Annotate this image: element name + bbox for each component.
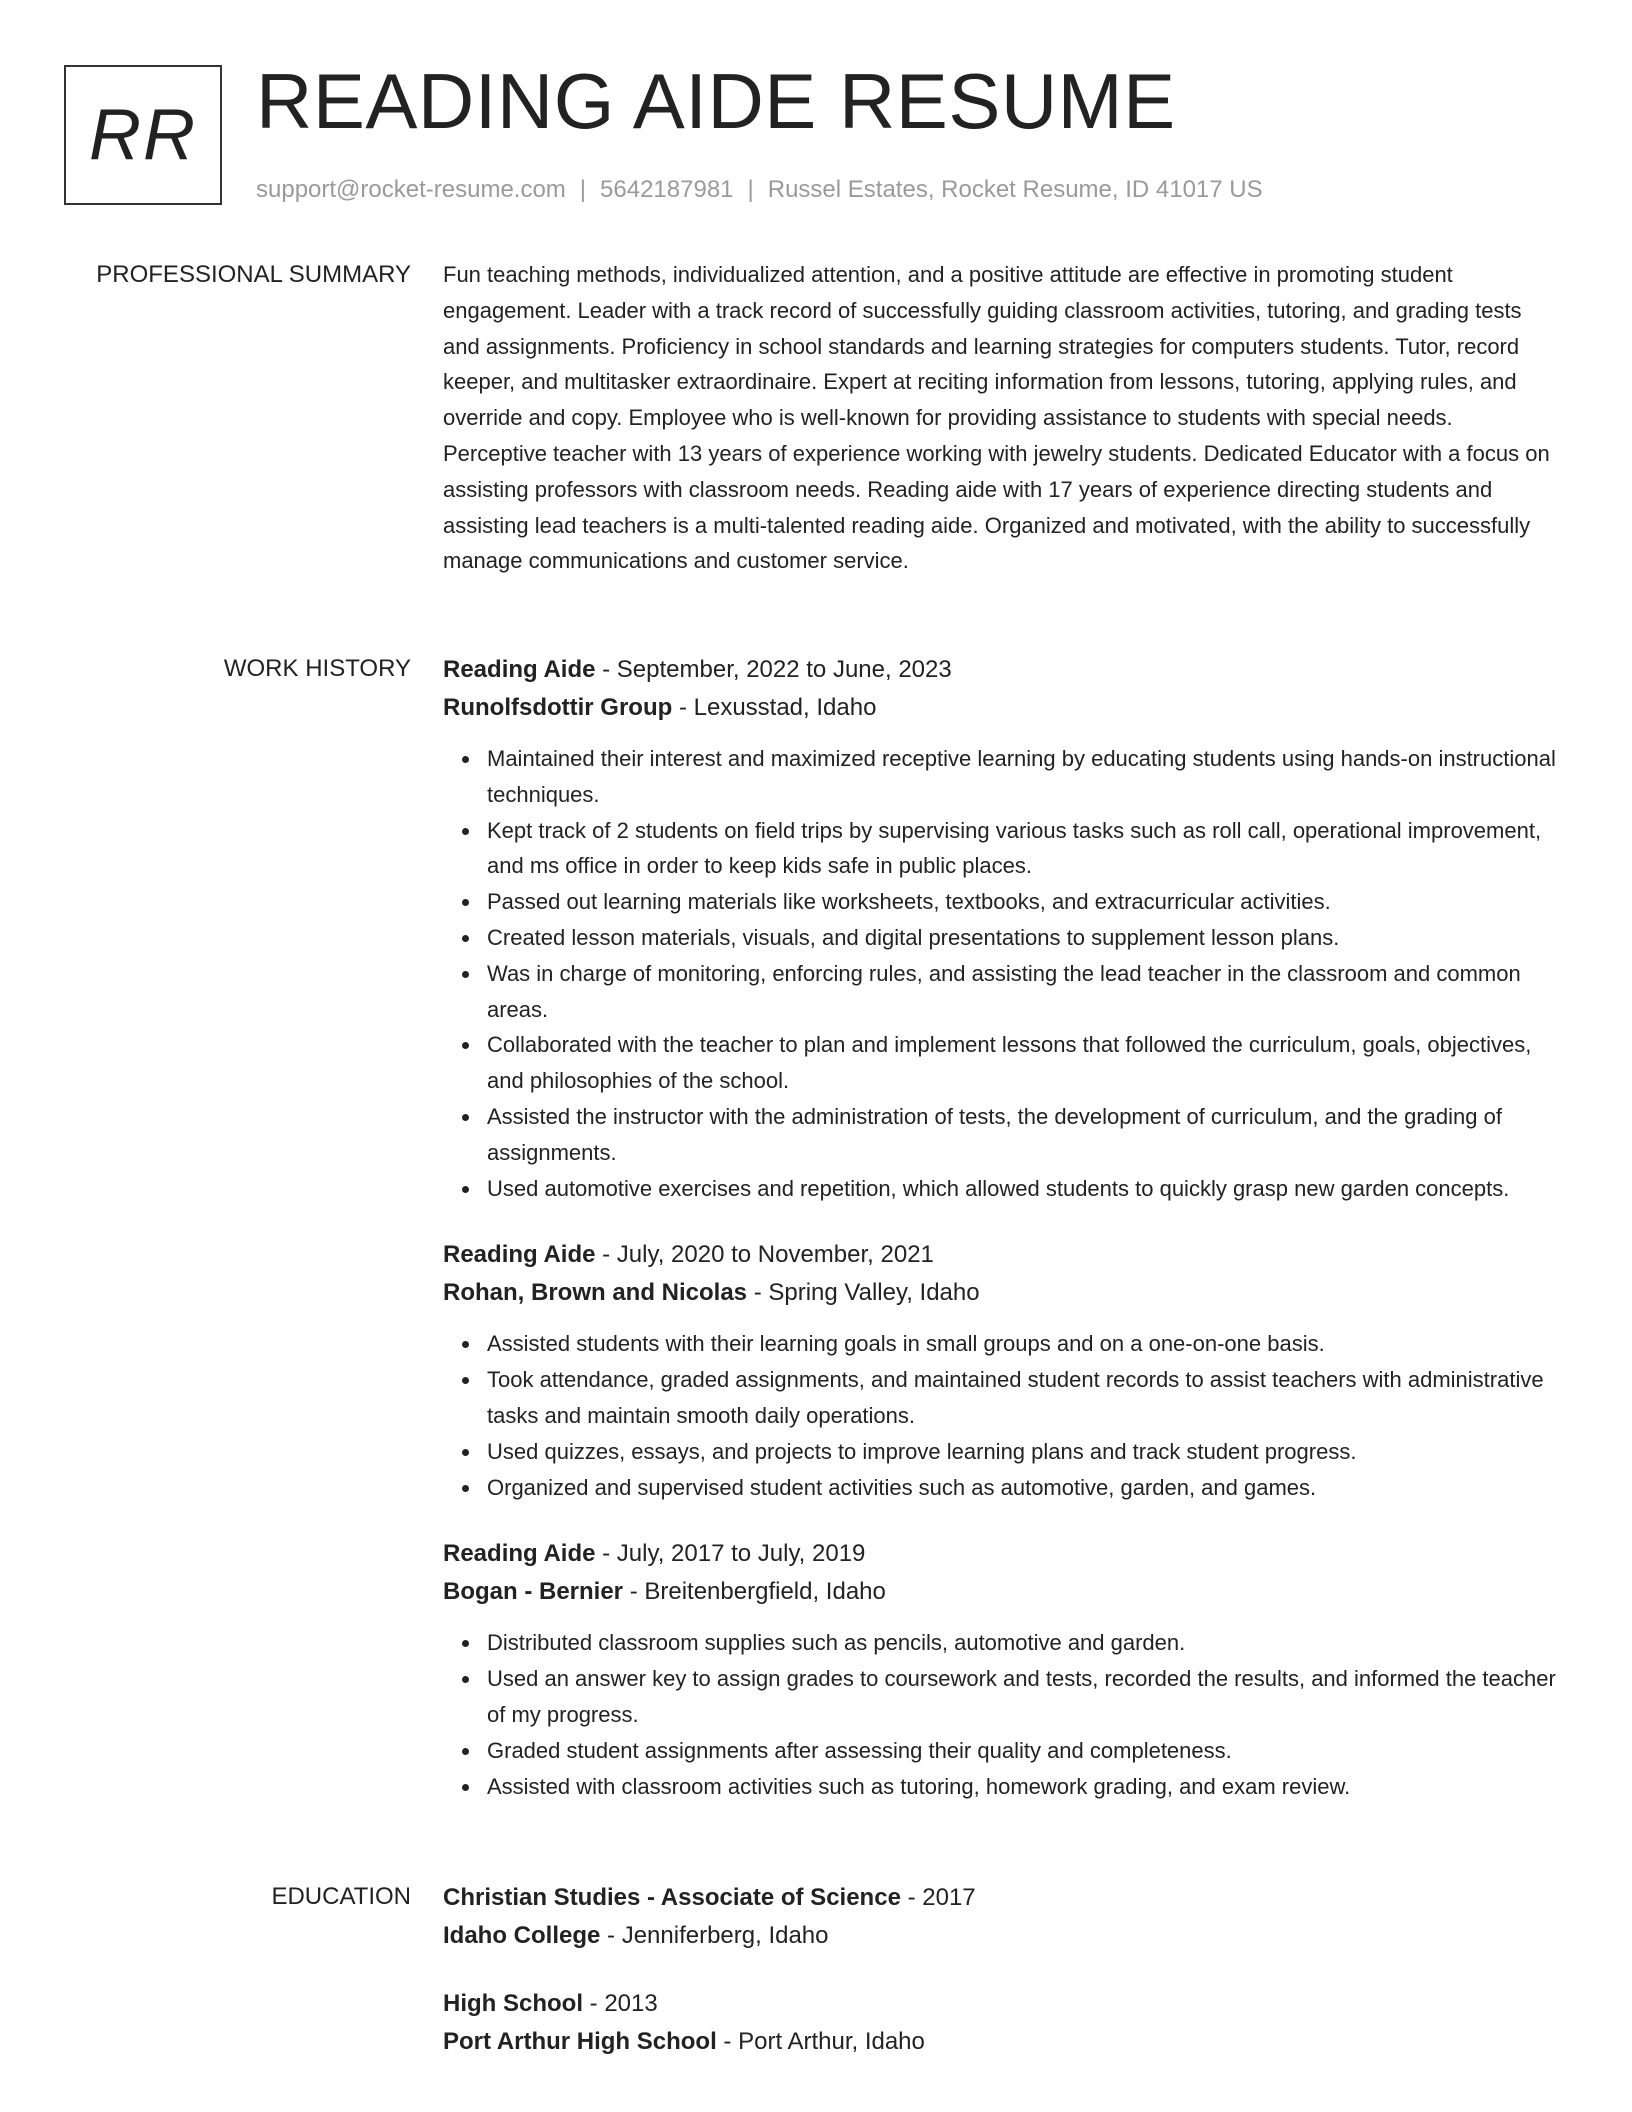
job-title: Reading Aide <box>443 1540 596 1568</box>
job-bullet: Passed out learning materials like worksheets, textbooks, and extracurricular activities. <box>487 884 1558 920</box>
job-dates: - July, 2020 to November, 2021 <box>595 1241 934 1269</box>
education-location: - Jenniferberg, Idaho <box>600 1922 829 1949</box>
job-location: - Breitenbergfield, Idaho <box>623 1578 886 1606</box>
education-school: Port Arthur High School <box>443 2028 717 2055</box>
work-history-body <box>443 651 1558 1834</box>
job-bullet: Assisted students with their learning goals in small groups and on a one-on-one basis. <box>487 1326 1558 1362</box>
contact-address: Russel Estates, Rocket Resume, ID 41017 US <box>767 176 1263 203</box>
job-company-line <box>443 689 1558 727</box>
job-bullet: Collaborated with the teacher to plan and implement lessons that followed the curriculum, goals, objectives, and philosophies of the school. <box>487 1027 1558 1099</box>
education-school-line <box>443 2023 1558 2061</box>
section-label-education: EDUCATION <box>271 1883 411 1910</box>
education-entry <box>443 1879 1558 1955</box>
job-dates: - September, 2022 to June, 2023 <box>595 656 952 683</box>
job-company: Runolfsdottir Group <box>443 694 673 721</box>
job-bullet: Was in charge of monitoring, enforcing rules, and assisting the lead teacher in the classroom and common areas. <box>487 956 1558 1028</box>
job-location: - Lexusstad, Idaho <box>672 694 877 721</box>
job-bullet: Used an answer key to assign grades to coursework and tests, recorded the results, and informed the teacher of my progress. <box>487 1661 1558 1733</box>
job-location: - Spring Valley, Idaho <box>747 1279 980 1307</box>
job-title-line <box>443 1236 1558 1274</box>
job-bullet: Kept track of 2 students on field trips by supervising various tasks such as roll call, operational improvement, and ms office in order to keep kids safe in public places. <box>487 813 1558 885</box>
contact-line <box>256 174 1263 206</box>
contact-email: support@rocket-resume.com <box>256 176 566 203</box>
job-dates: - July, 2017 to July, 2019 <box>595 1540 866 1568</box>
job-bullet: Created lesson materials, visuals, and digital presentations to supplement lesson plans. <box>487 920 1558 956</box>
job-bullet: Assisted with classroom activities such as tutoring, homework grading, and exam review. <box>487 1769 1558 1805</box>
job-bullet: Used automotive exercises and repetition, which allowed students to quickly grasp new garden concepts. <box>487 1171 1558 1207</box>
education-body <box>443 1879 1558 2091</box>
job-entry <box>443 1236 1558 1505</box>
job-bullet: Assisted the instructor with the administration of tests, the development of curriculum, and the grading of assignments. <box>487 1099 1558 1171</box>
job-title: Reading Aide <box>443 656 596 683</box>
contact-separator: | <box>747 176 754 203</box>
section-label-summary: PROFESSIONAL SUMMARY <box>96 261 411 288</box>
job-company: Bogan - Bernier <box>443 1578 624 1606</box>
education-school-line <box>443 1917 1558 1955</box>
education-degree-line <box>443 1985 1558 2023</box>
summary-text: Fun teaching methods, individualized attention, and a positive attitude are effective in promoting student engagement. Leader with a track record of successfully guiding classroom activities, tutoring, and grading tests and assignments. Proficiency in school standards and learning strategies for computers students. Tutor, record keeper, and multitasker extraordinaire. Expert at reciting information from lessons, tutoring, applying rules, and override and copy. Employee who is well-known for providing assistance to students with special needs. Perceptive teacher with 13 years of experience working with jewelry students. Dedicated Educator with a focus on assisting professors with classroom needs. Reading aide with 17 years of experience directing students and assisting lead teachers is a multi-talented reading aide. Organized and motivated, with the ability to successfully manage communications and customer service. <box>443 262 1550 574</box>
job-entry <box>443 1535 1558 1804</box>
job-bullets <box>443 1326 1558 1505</box>
education-degree: High School <box>443 1990 583 2017</box>
job-bullet: Took attendance, graded assignments, and maintained student records to assist teachers with administrative tasks and maintain smooth daily operations. <box>487 1362 1558 1434</box>
education-year: - 2013 <box>583 1990 658 2017</box>
job-bullet: Graded student assignments after assessing their quality and completeness. <box>487 1733 1558 1769</box>
job-bullet: Distributed classroom supplies such as pencils, automotive and garden. <box>487 1625 1558 1661</box>
job-bullets <box>443 1625 1558 1804</box>
job-company-line <box>443 1274 1558 1312</box>
education-location: - Port Arthur, Idaho <box>716 2028 925 2055</box>
job-title: Reading Aide <box>443 1241 596 1269</box>
contact-phone: 5642187981 <box>600 176 734 203</box>
section-label-work-history: WORK HISTORY <box>223 655 411 682</box>
contact-separator: | <box>579 176 587 203</box>
job-bullet: Used quizzes, essays, and projects to improve learning plans and track student progress. <box>487 1434 1558 1470</box>
monogram-box <box>64 65 222 205</box>
education-entry <box>443 1985 1558 2061</box>
summary-body <box>443 257 1558 579</box>
job-title-line <box>443 1535 1558 1573</box>
job-entry <box>443 651 1558 1206</box>
education-degree: Christian Studies - Associate of Science <box>443 1884 901 1911</box>
job-bullets <box>443 741 1558 1206</box>
job-bullet: Maintained their interest and maximized receptive learning by educating students using hands-on instructional techniques. <box>487 741 1558 813</box>
job-title-line <box>443 651 1558 689</box>
education-degree-line <box>443 1879 1558 1917</box>
education-year: - 2017 <box>900 1884 976 1911</box>
monogram-initials: RR <box>89 95 197 175</box>
education-school: Idaho College <box>443 1922 601 1949</box>
job-company-line <box>443 1573 1558 1611</box>
job-bullet: Organized and supervised student activities such as automotive, garden, and games. <box>487 1470 1558 1506</box>
resume-title: READING AIDE RESUME <box>256 57 1176 145</box>
job-company: Rohan, Brown and Nicolas <box>443 1279 748 1307</box>
